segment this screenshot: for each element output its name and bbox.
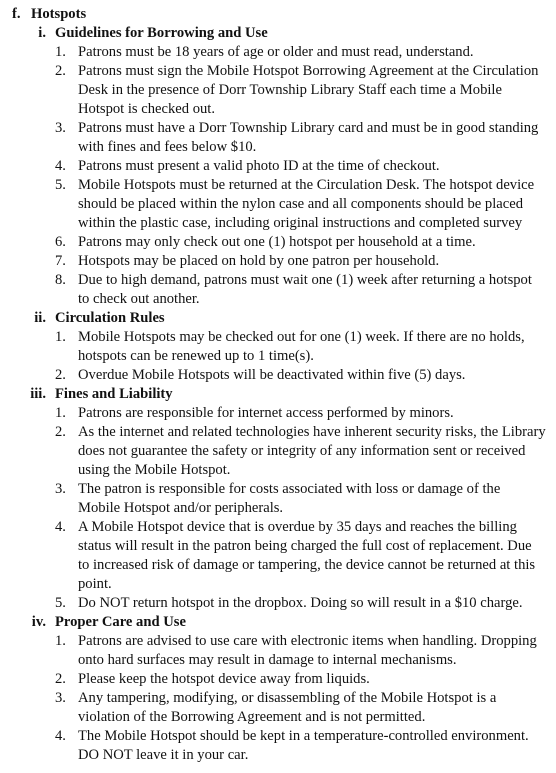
list-item-number: 7. (55, 253, 66, 269)
list-item-text: Patrons are advised to use care with electronic items when handling. Dropping onto hard surfaces may result in damage to internal mechanisms. (78, 633, 537, 668)
list-item-text: The patron is responsible for costs associated with loss or damage of the Mobile Hotspot and/or peripherals. (78, 481, 501, 516)
subsection-heading (12, 24, 556, 43)
list-item (12, 176, 556, 233)
list-item (12, 62, 556, 119)
subsection-number: ii. (34, 310, 46, 326)
subsection (12, 613, 556, 765)
list-item (12, 480, 556, 518)
list-item-number: 1. (55, 633, 66, 649)
list-item-number: 1. (55, 329, 66, 345)
subsection (12, 24, 556, 309)
section-title: Hotspots (31, 6, 87, 22)
subsection (12, 309, 556, 385)
list-item (12, 271, 556, 309)
list-item (12, 233, 556, 252)
list-item-number: 6. (55, 234, 66, 250)
list-item-text: The Mobile Hotspot should be kept in a temperature-controlled environment. DO NOT leave it in your car. (78, 728, 529, 763)
subsection-number: iv. (31, 614, 46, 630)
list-item-number: 5. (55, 177, 66, 193)
list-item-number: 2. (55, 671, 66, 687)
list-item-text: Patrons must be 18 years of age or older and must read, understand. (78, 44, 474, 60)
subsection-number: iii. (30, 386, 46, 402)
list-item-number: 8. (55, 272, 66, 288)
list-item (12, 670, 556, 689)
list-item-number: 2. (55, 424, 66, 440)
list-item-number: 1. (55, 405, 66, 421)
list-item (12, 594, 556, 613)
list-item (12, 689, 556, 727)
list-item-text: A Mobile Hotspot device that is overdue by 35 days and reaches the billing status will result in the patron being charged the full cost of replacement. Due to increased risk of damage or tampering, the device cannot be returned at this point. (78, 519, 536, 592)
list-item-text: Overdue Mobile Hotspots will be deactivated within five (5) days. (78, 367, 466, 383)
section-label: f. (12, 6, 21, 22)
subsection-heading (12, 309, 556, 328)
list-item-text: Please keep the hotspot device away from liquids. (78, 671, 370, 687)
rule-list (12, 43, 556, 309)
list-item-text: Patrons are responsible for internet access performed by minors. (78, 405, 454, 421)
list-item (12, 404, 556, 423)
rule-list (12, 404, 556, 613)
list-item-text: Patrons may only check out one (1) hotspot per household at a time. (78, 234, 476, 250)
list-item-text: Do NOT return hotspot in the dropbox. Doing so will result in a $10 charge. (78, 595, 523, 611)
list-item-text: Patrons must present a valid photo ID at the time of checkout. (78, 158, 440, 174)
list-item-number: 3. (55, 481, 66, 497)
subsection-heading (12, 613, 556, 632)
rule-list (12, 632, 556, 765)
list-item (12, 119, 556, 157)
subsection-title: Fines and Liability (55, 386, 173, 402)
list-item (12, 423, 556, 480)
list-item-text: Mobile Hotspots must be returned at the Circulation Desk. The hotspot device should be placed within the nylon case and all components should be placed within the plastic case, including original instructions and completed survey (78, 177, 535, 231)
subsection (12, 385, 556, 613)
list-item (12, 157, 556, 176)
list-item-text: As the internet and related technologies have inherent security risks, the Library does not guarantee the safety or integrity of any information sent or received using the Mobile Hotspot. (78, 424, 546, 478)
list-item-number: 4. (55, 158, 66, 174)
subsection-heading (12, 385, 556, 404)
subsection-title: Circulation Rules (55, 310, 165, 326)
list-item (12, 252, 556, 271)
list-item-number: 2. (55, 367, 66, 383)
section-heading (12, 5, 556, 24)
list-item-text: Patrons must sign the Mobile Hotspot Borrowing Agreement at the Circulation Desk in the presence of Dorr Township Library Staff each time a Mobile Hotspot is checked out. (78, 63, 539, 117)
list-item-text: Due to high demand, patrons must wait one (1) week after returning a hotspot to check out another. (78, 272, 532, 307)
list-item-text: Hotspots may be placed on hold by one patron per household. (78, 253, 440, 269)
subsection-number: i. (38, 25, 46, 41)
list-item-number: 3. (55, 120, 66, 136)
list-item (12, 328, 556, 366)
list-item (12, 518, 556, 594)
list-item (12, 43, 556, 62)
subsection-list (12, 24, 556, 765)
list-item-number: 5. (55, 595, 66, 611)
subsection-title: Proper Care and Use (55, 614, 186, 630)
list-item-number: 4. (55, 728, 66, 744)
list-item (12, 632, 556, 670)
list-item-number: 3. (55, 690, 66, 706)
list-item-text: Mobile Hotspots may be checked out for one (1) week. If there are no holds, hotspots can be renewed up to 1 time(s). (78, 329, 525, 364)
list-item-text: Patrons must have a Dorr Township Library card and must be in good standing with fines and fees below $10. (78, 120, 539, 155)
list-item-number: 2. (55, 63, 66, 79)
list-item (12, 727, 556, 765)
list-item (12, 366, 556, 385)
subsection-title: Guidelines for Borrowing and Use (55, 25, 268, 41)
list-item-number: 1. (55, 44, 66, 60)
list-item-text: Any tampering, modifying, or disassembling of the Mobile Hotspot is a violation of the Borrowing Agreement and is not permitted. (78, 690, 497, 725)
rule-list (12, 328, 556, 385)
list-item-number: 4. (55, 519, 66, 535)
